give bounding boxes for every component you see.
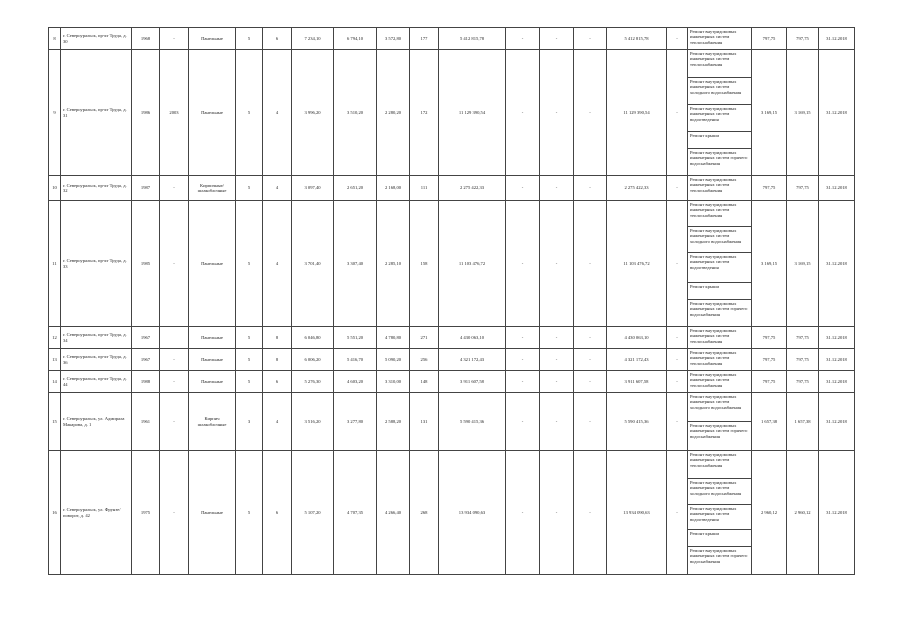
address-cell: г. Североуральск, ул. Фрунзе/поворот, д. 42 (61, 451, 132, 575)
table-body (49, 28, 855, 575)
floors-cell: 5 (236, 451, 263, 575)
wall-material-cell: Кирпич шлакоблочные (189, 393, 236, 451)
regional-budget-cell: - (540, 393, 574, 451)
entrances-cell: 8 (263, 349, 292, 371)
repair-work-cell: Ремонт внутридомовых инженерных систем холодного водоснабжения (688, 227, 752, 253)
unit-cost-cell: 797,75 (752, 349, 787, 371)
year-reconstruction-cell: - (160, 176, 189, 201)
local-budget-cell: - (574, 393, 607, 451)
max-cost-cell: 797,75 (787, 327, 819, 349)
table-row (49, 349, 855, 371)
regional-budget-cell: - (540, 201, 574, 327)
regional-budget-cell: - (540, 28, 574, 50)
unit-cost-cell: 3 169,15 (752, 201, 787, 327)
owners-funds-cell: 4 321 172,43 (607, 349, 667, 371)
fund-cost-cell: - (506, 451, 540, 575)
fund-cost-cell: - (506, 176, 540, 201)
floors-cell: 5 (236, 201, 263, 327)
year-reconstruction-cell: 2003 (160, 50, 189, 176)
max-cost-cell: 797,75 (787, 176, 819, 201)
total-cost-cell: 13 934 090,63 (439, 451, 506, 575)
owner-area-cell: 2 280,20 (377, 50, 410, 176)
fund-cost-cell: - (506, 371, 540, 393)
repair-work-cell: Ремонт внутридомовых инженерных систем теплоснабжения (688, 28, 752, 50)
floors-cell: 5 (236, 349, 263, 371)
owners-funds-cell: 11 103 476,72 (607, 201, 667, 327)
owner-area-cell: 5 090,20 (377, 349, 410, 371)
address-cell: г. Североуральск, пр-кт Труда, д. 31 (61, 50, 132, 176)
total-cost-cell: 4 430 063,10 (439, 327, 506, 349)
deadline-cell: 31.12.2018 (819, 50, 855, 176)
unit-cost-cell: 1 657,38 (752, 393, 787, 451)
table-row (49, 176, 855, 201)
owner-area-cell: 3 310,00 (377, 371, 410, 393)
unit-cost-cell: 2 960,12 (752, 451, 787, 575)
wall-material-cell: Панельные (189, 28, 236, 50)
owner-area-cell: 2 168,00 (377, 176, 410, 201)
local-budget-cell: - (574, 201, 607, 327)
owners-funds-cell: 11 129 390,54 (607, 50, 667, 176)
fund-cost-cell: - (506, 201, 540, 327)
entrances-cell: 6 (263, 28, 292, 50)
capital-repair-table (48, 27, 855, 575)
owner-area-cell: 2 285,10 (377, 201, 410, 327)
year-reconstruction-cell: - (160, 201, 189, 327)
year-reconstruction-cell: - (160, 28, 189, 50)
row-number: 9 (49, 50, 61, 176)
deadline-cell: 31.12.2018 (819, 201, 855, 327)
repair-work-cell: Ремонт внутридомовых инженерных систем горячего водоснабжения (688, 547, 752, 575)
repair-work-cell: Ремонт внутридомовых инженерных систем теплоснабжения (688, 451, 752, 479)
address-cell: г. Североуральск, пр-кт Труда, д. 30 (61, 28, 132, 50)
fund-cost-cell: - (506, 393, 540, 451)
repair-work-cell: Ремонт внутридомовых инженерных систем теплоснабжения (688, 371, 752, 393)
deadline-cell: 31.12.2018 (819, 176, 855, 201)
other-source-cell: - (667, 176, 688, 201)
entrances-cell: 4 (263, 393, 292, 451)
local-budget-cell: - (574, 28, 607, 50)
unit-cost-cell: 3 169,15 (752, 50, 787, 176)
table-row (49, 393, 855, 422)
regional-budget-cell: - (540, 349, 574, 371)
year-reconstruction-cell: - (160, 451, 189, 575)
floors-cell: 5 (236, 176, 263, 201)
deadline-cell: 31.12.2018 (819, 327, 855, 349)
living-area-cell: 4 603,20 (334, 371, 377, 393)
year-built-cell: 1975 (132, 451, 160, 575)
year-built-cell: 1968 (132, 28, 160, 50)
residents-cell: 158 (410, 201, 439, 327)
regional-budget-cell: - (540, 50, 574, 176)
other-source-cell: - (667, 327, 688, 349)
living-area-cell: 5 416,70 (334, 349, 377, 371)
entrances-cell: 6 (263, 451, 292, 575)
regional-budget-cell: - (540, 327, 574, 349)
total-cost-cell: 4 321 172,43 (439, 349, 506, 371)
entrances-cell: 4 (263, 201, 292, 327)
unit-cost-cell: 797,75 (752, 371, 787, 393)
total-cost-cell: 11 103 476,72 (439, 201, 506, 327)
living-area-cell: 3 277,80 (334, 393, 377, 451)
total-area-cell: 5 276,30 (292, 371, 334, 393)
total-cost-cell: 3 911 607,58 (439, 371, 506, 393)
deadline-cell: 31.12.2018 (819, 28, 855, 50)
other-source-cell: - (667, 50, 688, 176)
table-row (49, 327, 855, 349)
other-source-cell: - (667, 28, 688, 50)
max-cost-cell: 3 169,15 (787, 201, 819, 327)
unit-cost-cell: 797,75 (752, 327, 787, 349)
entrances-cell: 6 (263, 371, 292, 393)
other-source-cell: - (667, 451, 688, 575)
repair-work-cell: Ремонт внутридомовых инженерных систем горячего водоснабжения (688, 300, 752, 327)
repair-work-cell: Ремонт внутридомовых инженерных систем холодного водоснабжения (688, 479, 752, 505)
wall-material-cell: Панельные (189, 201, 236, 327)
address-cell: г. Североуральск, пр-кт Труда, д. 34 (61, 327, 132, 349)
deadline-cell: 31.12.2018 (819, 349, 855, 371)
repair-work-cell: Ремонт внутридомовых инженерных систем теплоснабжения (688, 201, 752, 227)
residents-cell: 172 (410, 50, 439, 176)
row-number: 13 (49, 349, 61, 371)
address-cell: г. Североуральск, пр-кт Труда, д. 44 (61, 371, 132, 393)
owners-funds-cell: 3 911 607,58 (607, 371, 667, 393)
year-built-cell: 1961 (132, 393, 160, 451)
total-cost-cell: 2 275 422,33 (439, 176, 506, 201)
living-area-cell: 2 651,20 (334, 176, 377, 201)
max-cost-cell: 797,75 (787, 28, 819, 50)
repair-work-cell: Ремонт внутридомовых инженерных систем теплоснабжения (688, 176, 752, 201)
local-budget-cell: - (574, 371, 607, 393)
residents-cell: 148 (410, 371, 439, 393)
residents-cell: 111 (410, 176, 439, 201)
floors-cell: 5 (236, 50, 263, 176)
max-cost-cell: 2 960,12 (787, 451, 819, 575)
year-built-cell: 1985 (132, 201, 160, 327)
fund-cost-cell: - (506, 50, 540, 176)
row-number: 11 (49, 201, 61, 327)
local-budget-cell: - (574, 349, 607, 371)
repair-work-cell: Ремонт внутридомовых инженерных систем теплоснабжения (688, 327, 752, 349)
floors-cell: 5 (236, 371, 263, 393)
max-cost-cell: 797,75 (787, 371, 819, 393)
owners-funds-cell: 13 934 090,63 (607, 451, 667, 575)
wall-material-cell: Панельные (189, 349, 236, 371)
other-source-cell: - (667, 393, 688, 451)
address-cell: г. Североуральск, ул. Адмирала Макарова, д. 1 (61, 393, 132, 451)
total-area-cell: 7 234,10 (292, 28, 334, 50)
regional-budget-cell: - (540, 451, 574, 575)
max-cost-cell: 797,75 (787, 349, 819, 371)
residents-cell: 131 (410, 393, 439, 451)
row-number: 10 (49, 176, 61, 201)
address-cell: г. Североуральск, пр-кт Труда, д. 36 (61, 349, 132, 371)
total-area-cell: 5 107,20 (292, 451, 334, 575)
repair-work-cell: Ремонт внутридомовых инженерных систем водоотведения (688, 253, 752, 283)
floors-cell: 5 (236, 327, 263, 349)
table-row (49, 28, 855, 50)
living-area-cell: 3 510,20 (334, 50, 377, 176)
owner-area-cell: 4 780,80 (377, 327, 410, 349)
total-area-cell: 6 046,80 (292, 327, 334, 349)
table-row (49, 371, 855, 393)
row-number: 15 (49, 393, 61, 451)
unit-cost-cell: 797,75 (752, 176, 787, 201)
living-area-cell: 5 551,20 (334, 327, 377, 349)
residents-cell: 268 (410, 451, 439, 575)
unit-cost-cell: 797,75 (752, 28, 787, 50)
total-area-cell: 3 516,20 (292, 393, 334, 451)
wall-material-cell: Панельные (189, 371, 236, 393)
local-budget-cell: - (574, 451, 607, 575)
other-source-cell: - (667, 201, 688, 327)
floors-cell: 3 (236, 393, 263, 451)
year-built-cell: 1967 (132, 349, 160, 371)
total-area-cell: 3 701,40 (292, 201, 334, 327)
year-reconstruction-cell: - (160, 349, 189, 371)
year-built-cell: 1986 (132, 50, 160, 176)
deadline-cell: 31.12.2018 (819, 371, 855, 393)
fund-cost-cell: - (506, 28, 540, 50)
owners-funds-cell: 4 430 063,10 (607, 327, 667, 349)
local-budget-cell: - (574, 176, 607, 201)
year-built-cell: 1987 (132, 176, 160, 201)
max-cost-cell: 1 657,38 (787, 393, 819, 451)
repair-work-cell: Ремонт внутридомовых инженерных систем горячего водоснабжения (688, 422, 752, 451)
floors-cell: 5 (236, 28, 263, 50)
total-cost-cell: 5 590 415,36 (439, 393, 506, 451)
residents-cell: 256 (410, 349, 439, 371)
row-number: 14 (49, 371, 61, 393)
table-row (49, 50, 855, 78)
year-reconstruction-cell (160, 327, 189, 349)
year-built-cell: 1967 (132, 327, 160, 349)
address-cell: г. Североуральск, пр-кт Труда, д. 32 (61, 176, 132, 201)
repair-work-cell: Ремонт крыши (688, 132, 752, 149)
repair-work-cell: Ремонт крыши (688, 283, 752, 300)
owners-funds-cell: 5 590 415,36 (607, 393, 667, 451)
other-source-cell: - (667, 349, 688, 371)
deadline-cell: 31.12.2018 (819, 393, 855, 451)
repair-work-cell: Ремонт внутридомовых инженерных систем теплоснабжения (688, 50, 752, 78)
residents-cell: 271 (410, 327, 439, 349)
row-number: 8 (49, 28, 61, 50)
owners-funds-cell: 2 275 422,33 (607, 176, 667, 201)
wall-material-cell: Панельные (189, 451, 236, 575)
entrances-cell: 4 (263, 176, 292, 201)
local-budget-cell: - (574, 327, 607, 349)
row-number: 12 (49, 327, 61, 349)
table-row (49, 201, 855, 227)
year-built-cell: 1988 (132, 371, 160, 393)
address-cell: г. Североуральск, пр-кт Труда, д. 33 (61, 201, 132, 327)
row-number: 16 (49, 451, 61, 575)
regional-budget-cell: - (540, 176, 574, 201)
owner-area-cell: 3 572,80 (377, 28, 410, 50)
living-area-cell: 3 307,40 (334, 201, 377, 327)
repair-work-cell: Ремонт внутридомовых инженерных систем холодного водоснабжения (688, 78, 752, 105)
entrances-cell: 8 (263, 327, 292, 349)
fund-cost-cell: - (506, 327, 540, 349)
year-reconstruction-cell: - (160, 393, 189, 451)
wall-material-cell: Панельные (189, 327, 236, 349)
total-area-cell: 3 097,40 (292, 176, 334, 201)
total-cost-cell: 5 412 815,78 (439, 28, 506, 50)
wall-material-cell: Кирпичные/ шлакоблочные (189, 176, 236, 201)
wall-material-cell: Панельные (189, 50, 236, 176)
max-cost-cell: 3 169,15 (787, 50, 819, 176)
table-row (49, 451, 855, 479)
total-area-cell: 3 996,20 (292, 50, 334, 176)
owners-funds-cell: 5 412 815,78 (607, 28, 667, 50)
entrances-cell: 4 (263, 50, 292, 176)
owner-area-cell: 4 266,40 (377, 451, 410, 575)
other-source-cell: - (667, 371, 688, 393)
repair-work-cell: Ремонт внутридомовых инженерных систем теплоснабжения (688, 349, 752, 371)
repair-work-cell: Ремонт крыши (688, 530, 752, 547)
fund-cost-cell: - (506, 349, 540, 371)
local-budget-cell: - (574, 50, 607, 176)
residents-cell: 177 (410, 28, 439, 50)
owner-area-cell: 2 588,20 (377, 393, 410, 451)
living-area-cell: 6 794,10 (334, 28, 377, 50)
regional-budget-cell: - (540, 371, 574, 393)
repair-work-cell: Ремонт внутридомовых инженерных систем водоотведения (688, 505, 752, 530)
repair-work-cell: Ремонт внутридомовых инженерных систем горячего водоснабжения (688, 149, 752, 176)
repair-work-cell: Ремонт внутридомовых инженерных систем холодного водоснабжения (688, 393, 752, 422)
repair-work-cell: Ремонт внутридомовых инженерных систем водоотведения (688, 105, 752, 132)
total-area-cell: 6 006,20 (292, 349, 334, 371)
deadline-cell: 31.12.2018 (819, 451, 855, 575)
year-reconstruction-cell: - (160, 371, 189, 393)
living-area-cell: 4 707,35 (334, 451, 377, 575)
total-cost-cell: 11 129 390,54 (439, 50, 506, 176)
